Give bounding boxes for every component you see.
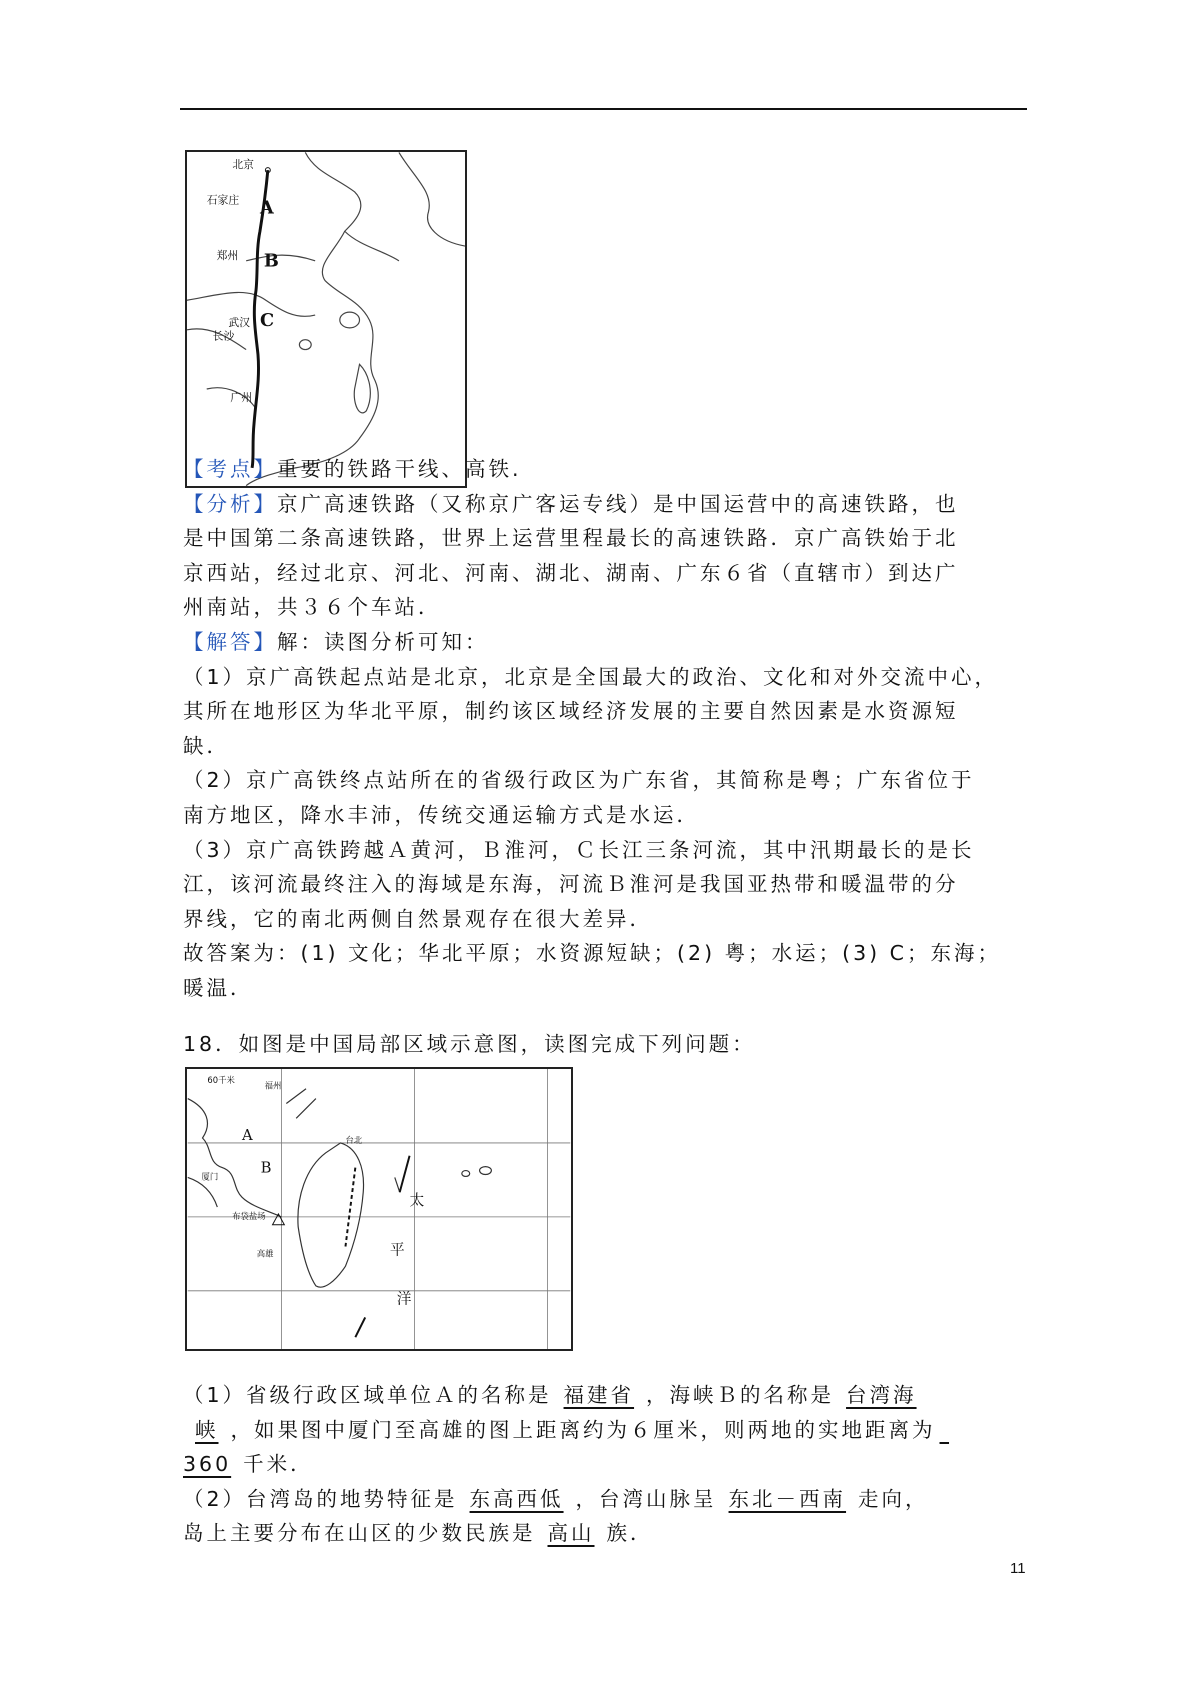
answer-blank: 东高西低 xyxy=(469,1486,564,1511)
jieda-text: （3）京广高铁跨越Ａ黄河，Ｂ淮河，Ｃ长江三条河流，其中汛期最长的是长 xyxy=(183,837,975,862)
answer-blank: 福建省 xyxy=(563,1383,635,1407)
place-label: 福州 xyxy=(264,1080,282,1091)
city-label: 郑州 xyxy=(216,248,239,262)
jieda-text: 南方地区，降水丰沛，传统交通运输方式是水运． xyxy=(183,802,700,827)
q18-text: ，海峡Ｂ的名称是 xyxy=(646,1383,835,1407)
taiwan-map-drawing xyxy=(187,1069,571,1349)
question-18-stem: 18．如图是中国局部区域示意图，读图完成下列问题： xyxy=(183,1032,756,1056)
q18-text: ，如果图中厦门至高雄的图上距离约为６厘米，则两地的实地距离为 xyxy=(230,1417,936,1442)
answer-summary: 暖温． xyxy=(183,975,254,1000)
question-18-answers xyxy=(183,1378,1027,1551)
fenxi-line xyxy=(183,487,1027,522)
fenxi-tag: 【分析】 xyxy=(183,491,277,516)
city-label: 武汉 xyxy=(228,315,251,329)
region-letter: A xyxy=(241,1126,253,1144)
analysis-block xyxy=(183,452,1027,1006)
q18-text: （2）台湾岛的地势特征是 xyxy=(183,1486,458,1511)
q18-part1-line1 xyxy=(183,1378,1027,1413)
answer-summary: 故答案为：(1) 文化；华北平原；水资源短缺；(2) 粤；水运；(3) C；东海； xyxy=(183,941,1001,966)
header-rule xyxy=(180,108,1027,110)
answer-blank: 高山 xyxy=(547,1521,595,1546)
ocean-label: 洋 xyxy=(396,1290,412,1308)
rail-map xyxy=(185,150,467,488)
kaodian-line xyxy=(183,452,1027,487)
city-label: 广州 xyxy=(230,390,253,404)
place-label: 厦门 xyxy=(201,1171,219,1182)
region-letter: B xyxy=(260,1159,272,1177)
jieda-text: （2）京广高铁终点站所在的省级行政区为广东省，其简称是粤；广东省位于 xyxy=(183,768,975,793)
jieda-text: 界线，它的南北两侧自然景观存在很大差异． xyxy=(183,906,653,931)
river-letter: B xyxy=(263,250,279,272)
q18-part2-line2 xyxy=(183,1516,1027,1551)
kaodian-tag: 【考点】 xyxy=(183,457,277,481)
answer-blank: 东北－西南 xyxy=(728,1486,847,1511)
fenxi-text: 京广高速铁路（又称京广客运专线）是中国运营中的高速铁路，也 xyxy=(277,491,959,516)
rail-map-drawing xyxy=(187,152,465,486)
q18-text: 族． xyxy=(606,1521,654,1546)
scale-label: 60千米 xyxy=(207,1074,235,1085)
answer-blank: 峡 xyxy=(195,1417,219,1442)
answer-blank: 360 xyxy=(183,1452,232,1477)
jieda-text: 江，该河流最终注入的海域是东海，河流Ｂ淮河是我国亚热带和暖温带的分 xyxy=(183,872,959,897)
answer-blank xyxy=(936,1418,954,1442)
ocean-label: 太 xyxy=(409,1192,425,1210)
q18-part1-line3 xyxy=(183,1447,1027,1482)
fenxi-text: 州南站，共３６个车站． xyxy=(183,595,442,620)
fenxi-text: 是中国第二条高速铁路，世界上运营里程最长的高速铁路．京广高铁始于北 xyxy=(183,526,959,551)
page-number: 11 xyxy=(1010,1560,1026,1577)
q18-text: 千米． xyxy=(243,1452,314,1477)
city-label: 北京 xyxy=(232,158,255,172)
place-label: 布袋盐场 xyxy=(232,1210,266,1221)
jieda-tag: 【解答】 xyxy=(183,629,277,654)
q18-part2-line1 xyxy=(183,1482,1027,1517)
answer-blank: 台湾海 xyxy=(846,1383,917,1407)
q18-text: 走向， xyxy=(858,1486,929,1511)
jieda-text: 缺． xyxy=(183,733,230,758)
jieda-text: （1）京广高铁起点站是北京，北京是全国最大的政治、文化和对外交流中心， xyxy=(183,664,999,689)
river-letter: C xyxy=(259,309,275,331)
q18-part1-line2 xyxy=(183,1413,1027,1448)
q18-text: ，台湾山脉呈 xyxy=(575,1486,717,1511)
fenxi-text: 京西站，经过北京、河北、河南、湖北、湖南、广东６省（直辖市）到达广 xyxy=(183,560,959,585)
q18-text: 岛上主要分布在山区的少数民族是 xyxy=(183,1521,536,1546)
q18-text: （1）省级行政区域单位Ａ的名称是 xyxy=(183,1383,552,1407)
place-label: 高雄 xyxy=(256,1248,274,1259)
place-label: 台北 xyxy=(345,1134,363,1145)
taiwan-map xyxy=(185,1067,573,1351)
ocean-label: 平 xyxy=(389,1241,405,1259)
river-letter: A xyxy=(259,197,274,219)
kaodian-text: 重要的铁路干线、高铁. xyxy=(277,457,522,481)
city-label: 石家庄 xyxy=(206,193,240,207)
city-label: 长沙 xyxy=(212,329,235,343)
jieda-text: 其所在地形区为华北平原，制约该区域经济发展的主要自然因素是水资源短 xyxy=(183,699,959,724)
jieda-intro: 解：读图分析可知： xyxy=(277,629,489,654)
jieda-line xyxy=(183,625,1027,660)
